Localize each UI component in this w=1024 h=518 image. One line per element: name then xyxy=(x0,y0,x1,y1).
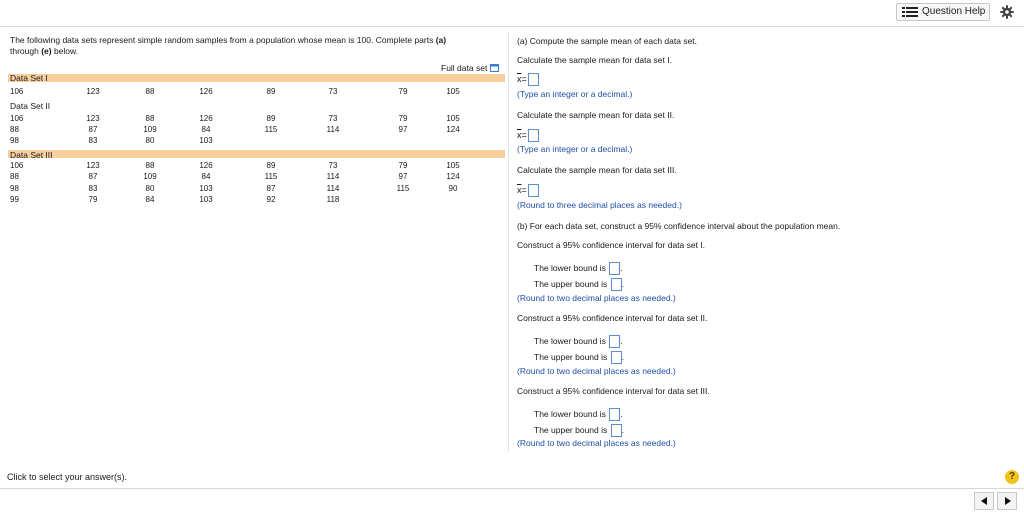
data-cell: 124 xyxy=(446,125,460,134)
mean-input-1[interactable] xyxy=(528,73,539,86)
data-cell: 79 xyxy=(398,114,408,123)
ci-1-upper-input[interactable] xyxy=(611,278,622,291)
data-cell: 99 xyxy=(10,195,19,204)
data-cell: 88 xyxy=(145,87,155,96)
data-cell: 79 xyxy=(88,195,98,204)
mean-hint-2: (Type an integer or a decimal.) xyxy=(517,144,633,154)
data-cell: 79 xyxy=(398,87,408,96)
data-cell: 92 xyxy=(266,195,276,204)
mean-answer-3: $\overline{x}=$ xyxy=(517,184,539,197)
data-cell: 123 xyxy=(86,161,100,170)
gear-icon[interactable] xyxy=(1000,5,1014,19)
data-cell: 87 xyxy=(88,125,98,134)
triangle-left-icon xyxy=(981,497,988,505)
mean-answer-2: $\overline{x}=$ xyxy=(517,129,539,142)
data-cell: 114 xyxy=(326,125,340,134)
data-cell: 90 xyxy=(448,184,458,193)
question-help-label: Question Help xyxy=(922,6,986,17)
data-cell: 73 xyxy=(328,114,338,123)
data-cell: 87 xyxy=(266,184,276,193)
mean-hint-3: (Round to three decimal places as needed.) xyxy=(517,200,682,210)
data-cell: 84 xyxy=(201,172,211,181)
data-set-3-label: Data Set III xyxy=(10,150,53,160)
data-cell: 103 xyxy=(199,184,213,193)
data-cell: 89 xyxy=(266,87,276,96)
data-cell: 114 xyxy=(326,184,340,193)
data-set-2-label: Data Set II xyxy=(10,101,51,111)
triangle-right-icon xyxy=(1004,497,1011,505)
data-cell: 115 xyxy=(396,184,410,193)
data-cell: 123 xyxy=(86,114,100,123)
full-data-set-label: Full data set xyxy=(441,63,488,73)
select-answer-instruction: Click to select your answer(s). xyxy=(7,472,128,482)
question-help-button[interactable] xyxy=(896,3,990,21)
ci-3-lower-input[interactable] xyxy=(609,408,620,421)
top-divider xyxy=(0,26,1024,27)
ci-3-hint: (Round to two decimal places as needed.) xyxy=(517,438,676,448)
data-cell: 83 xyxy=(88,184,98,193)
ci-2-hint: (Round to two decimal places as needed.) xyxy=(517,366,676,376)
problem-statement: The following data sets represent simple random samples from a population whose mean is 100. Complete parts (a) through (e) below. xyxy=(10,35,447,56)
data-cell: 126 xyxy=(199,87,213,96)
data-cell: 79 xyxy=(398,161,408,170)
ci-prompt-2: Construct a 95% confidence interval for data set II. xyxy=(517,313,708,323)
mean-prompt-1: Calculate the sample mean for data set I. xyxy=(517,55,672,65)
vertical-divider xyxy=(508,32,509,452)
data-cell: 126 xyxy=(199,161,213,170)
ci-1-upper: The upper bound is . xyxy=(534,278,624,291)
data-cell: 84 xyxy=(145,195,155,204)
data-cell: 89 xyxy=(266,114,276,123)
data-cell: 87 xyxy=(88,172,98,181)
data-cell: 97 xyxy=(398,125,408,134)
ci-3-lower: The lower bound is . xyxy=(534,408,623,421)
data-cell: 80 xyxy=(145,184,155,193)
data-cell: 73 xyxy=(328,161,338,170)
data-cell: 98 xyxy=(10,136,19,145)
data-cell: 123 xyxy=(86,87,100,96)
bottom-divider xyxy=(0,488,1024,489)
ci-1-hint: (Round to two decimal places as needed.) xyxy=(517,293,676,303)
mean-prompt-2: Calculate the sample mean for data set II. xyxy=(517,110,675,120)
help-button[interactable]: ? xyxy=(1005,470,1019,484)
data-cell: 106 xyxy=(10,87,24,96)
data-cell: 97 xyxy=(398,172,408,181)
mean-input-2[interactable] xyxy=(528,129,539,142)
ci-1-lower: The lower bound is . xyxy=(534,262,623,275)
data-cell: 73 xyxy=(328,87,338,96)
data-cell: 88 xyxy=(10,172,19,181)
next-button[interactable] xyxy=(997,492,1017,510)
data-cell: 115 xyxy=(264,125,278,134)
data-cell: 88 xyxy=(145,114,155,123)
list-icon xyxy=(902,7,918,17)
ci-prompt-3: Construct a 95% confidence interval for data set III. xyxy=(517,386,710,396)
ci-3-upper-input[interactable] xyxy=(611,424,622,437)
mean-hint-1: (Type an integer or a decimal.) xyxy=(517,89,633,99)
data-cell: 88 xyxy=(145,161,155,170)
data-cell: 98 xyxy=(10,184,19,193)
ci-1-lower-input[interactable] xyxy=(609,262,620,275)
ci-2-lower-input[interactable] xyxy=(609,335,620,348)
data-cell: 114 xyxy=(326,172,340,181)
data-cell: 118 xyxy=(326,195,340,204)
mean-input-3[interactable] xyxy=(528,184,539,197)
data-cell: 84 xyxy=(201,125,211,134)
data-window-icon xyxy=(490,64,499,72)
data-cell: 115 xyxy=(264,172,278,181)
data-cell: 105 xyxy=(446,114,460,123)
data-cell: 103 xyxy=(199,195,213,204)
data-cell: 80 xyxy=(145,136,155,145)
previous-button[interactable] xyxy=(974,492,994,510)
ci-2-upper: The upper bound is . xyxy=(534,351,624,364)
part-a-heading: (a) Compute the sample mean of each data set. xyxy=(517,36,698,46)
data-cell: 88 xyxy=(10,125,19,134)
data-cell: 124 xyxy=(446,172,460,181)
data-cell: 103 xyxy=(199,136,213,145)
data-set-1-label: Data Set I xyxy=(10,73,48,83)
part-b-heading: (b) For each data set, construct a 95% confidence interval about the population mean. xyxy=(517,221,841,231)
ci-prompt-1: Construct a 95% confidence interval for data set I. xyxy=(517,240,706,250)
ci-3-upper: The upper bound is . xyxy=(534,424,624,437)
ci-2-upper-input[interactable] xyxy=(611,351,622,364)
data-set-3-band xyxy=(8,150,505,158)
data-cell: 126 xyxy=(199,114,213,123)
data-cell: 109 xyxy=(143,172,157,181)
data-cell: 105 xyxy=(446,161,460,170)
data-cell: 106 xyxy=(10,114,24,123)
data-set-1-band xyxy=(8,74,505,82)
data-cell: 83 xyxy=(88,136,98,145)
data-cell: 105 xyxy=(446,87,460,96)
data-cell: 89 xyxy=(266,161,276,170)
data-cell: 109 xyxy=(143,125,157,134)
data-cell: 106 xyxy=(10,161,24,170)
mean-answer-1: $\overline{x}=$ xyxy=(517,73,539,86)
mean-prompt-3: Calculate the sample mean for data set III. xyxy=(517,165,677,175)
full-data-set-link[interactable] xyxy=(441,63,499,73)
ci-2-lower: The lower bound is . xyxy=(534,335,623,348)
